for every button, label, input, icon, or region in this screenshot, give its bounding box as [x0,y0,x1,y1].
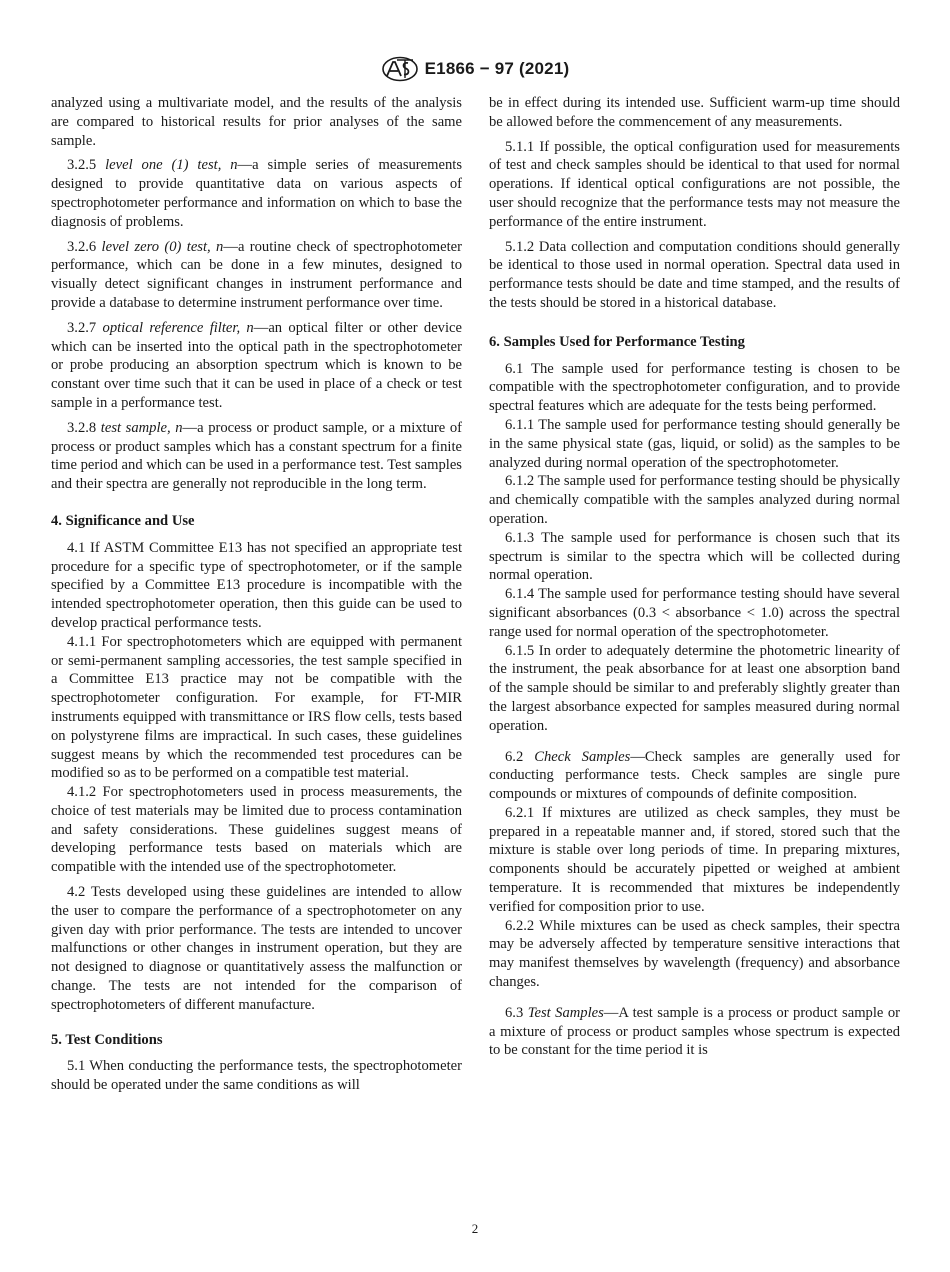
paragraph-4-1-1: 4.1.1 For spectrophotometers which are equipped with permanent or semi-permanent sampling accessories, the test sample specified in a Committee E13 practice may not be compatible with the spectrophotometer configuration. For example, for FT-MIR instruments equipped with transmittance or IRS flow cells, tests based on polystyrene films are impractical. In such cases, these guidelines suggest means by which the recommended test procedures can be modified so as to be performed on a compatible test material. [51,633,462,782]
section-heading-5: 5. Test Conditions [51,1031,163,1048]
paragraph-6-2-2: 6.2.2 While mixtures can be used as check samples, their spectra may be adversely affected by temperature sensitive interactions that may manifest themselves by wavelength (frequency) and absorbance changes. [489,917,900,991]
term: level zero (0) test, n [101,238,224,255]
term: level one (1) test, n [105,157,238,174]
definition-3-2-5: 3.2.5 level one (1) test, n—a simple series of measurements designed to provide quantitative data on various aspects of spectrophotometer performance and information on which to base the diagnosis of problems. [51,157,462,230]
continued-paragraph: be in effect during its intended use. Sufficient warm-up time should be allowed before the commencement of any measurements. [489,95,900,130]
paragraph-6-1-2: 6.1.2 The sample used for performance testing should be physically and chemically compatible with the samples analyzed during normal operation. [489,473,900,527]
section-heading-4: 4. Significance and Use [51,512,195,529]
term: test sample, n [100,419,183,436]
paragraph-4-1: 4.1 If ASTM Committee E13 has not specified an appropriate test procedure for a specific type of spectrophotometer, or if the sample specified by a Committee E13 procedure is incompatible with the intended spectrophotometer operation, then this guide can be used to develop practical performance tests. [51,539,462,631]
continued-paragraph: analyzed using a multivariate model, and the results of the analysis are compared to historical results for prior analyses of the same sample. [51,95,462,149]
page-header [0,56,950,82]
paragraph-5-1-1: 5.1.1 If possible, the optical configuration used for measurements of test and check samples should be identical to that used for normal operations. If identical optical configurations are not possible, the user should recognize that the performance tests may not measure the performance of the entire instrument. [489,138,900,230]
paragraph-6-1: 6.1 The sample used for performance testing is chosen to be compatible with the spectrophotometer configuration, and to provide spectral features which are adequate for the tests being performed. [489,360,900,415]
paragraph-6-1-1: 6.1.1 The sample used for performance testing should generally be in the same physical state (gas, liquid, or solid) as the samples to be analyzed during normal operation of the spectrophotometer. [489,416,900,471]
page-number: 2 [471,1221,479,1236]
paragraph-6-3: 6.3 Test Samples—A test sample is a process or product sample or a mixture of process or product samples whose spectrum is expected to be constant for the time period it is [489,1004,900,1059]
term: optical reference filter, n [102,319,254,336]
term: Test Samples [527,1004,604,1021]
paragraph-6-1-3: 6.1.3 The sample used for performance is chosen such that its spectrum is similar to the spectra which will be collected during normal operation. [489,529,900,584]
astm-logo-icon [381,56,419,82]
definition-3-2-7: 3.2.7 optical reference filter, n—an optical filter or other device which can be inserted into the optical path in the spectrophotometer or probe producing an absorption spectrum which is known to be constant over time such that it can be used in place of a check or test sample in a performance test. [51,319,462,411]
standard-designation: E1866 − 97 (2021) [424,59,570,78]
paragraph-6-1-5: 6.1.5 In order to adequately determine the photometric linearity of the instrument, the peak absorbance for at least one absorption band of the sample should be similar to and preferably slightly greater than the largest absorbance expected for samples measured during normal operation. [489,642,900,734]
section-heading-6: 6. Samples Used for Performance Testing [489,333,745,350]
paragraph-6-2: 6.2 Check Samples—Check samples are generally used for conducting performance tests. Check samples are single pure compounds or mixtures of compounds of definite composition. [489,748,900,803]
paragraph-5-1-2: 5.1.2 Data collection and computation conditions should generally be identical to those used in normal operation. Spectral data used in performance tests should be date and time stamped, and the results of the tests should be stored in a historical database. [489,238,900,311]
definition-3-2-6: 3.2.6 level zero (0) test, n—a routine check of spectrophotometer performance, which can be done in a few minutes, designed to visually detect significant changes in instrument performance and provide a database to determine instrument performance over time. [51,238,462,311]
paragraph-6-2-1: 6.2.1 If mixtures are utilized as check samples, they must be prepared in a repeatable manner and, if stored, stored such that the mixture is stable over long periods of time. In preparing mixtures, components should be accurately pipetted or weighed at ambient temperature. It is recommended that mixtures be independently verified for composition prior to use. [489,804,900,915]
paragraph-4-2: 4.2 Tests developed using these guidelines are intended to allow the user to compare the performance of a spectrophotometer on any given day with prior performance. The tests are intended to uncover malfunctions or other changes in instrument operation, but they are not designed to diagnose or quantitatively assess the malfunction or change. The tests are not intended for the comparison of spectrophotometers of different manufacture. [51,884,462,1013]
paragraph-6-1-4: 6.1.4 The sample used for performance testing should have several significant absorbances (0.3 < absorbance < 1.0) across the spectral range used for normal operation of the spectrophotometer. [489,586,900,640]
term: Check Samples [534,748,631,765]
right-column [489,94,900,1066]
paragraph-5-1: 5.1 When conducting the performance tests, the spectrophotometer should be operated under the same conditions as will [51,1058,462,1094]
definition-3-2-8: 3.2.8 test sample, n—a process or product sample, or a mixture of process or product samples which has a constant spectrum for a finite time period and which can be used in a performance test. Test samples and their spectra are generally not reproducible in the long term. [51,419,462,493]
paragraph-4-1-2: 4.1.2 For spectrophotometers used in process measurements, the choice of test materials may be limited due to process contamination and safety considerations. These guidelines suggest means of developing performance tests based on materials which are compatible with the intended use of the spectrophotometer. [51,784,462,876]
left-column [51,94,462,1101]
